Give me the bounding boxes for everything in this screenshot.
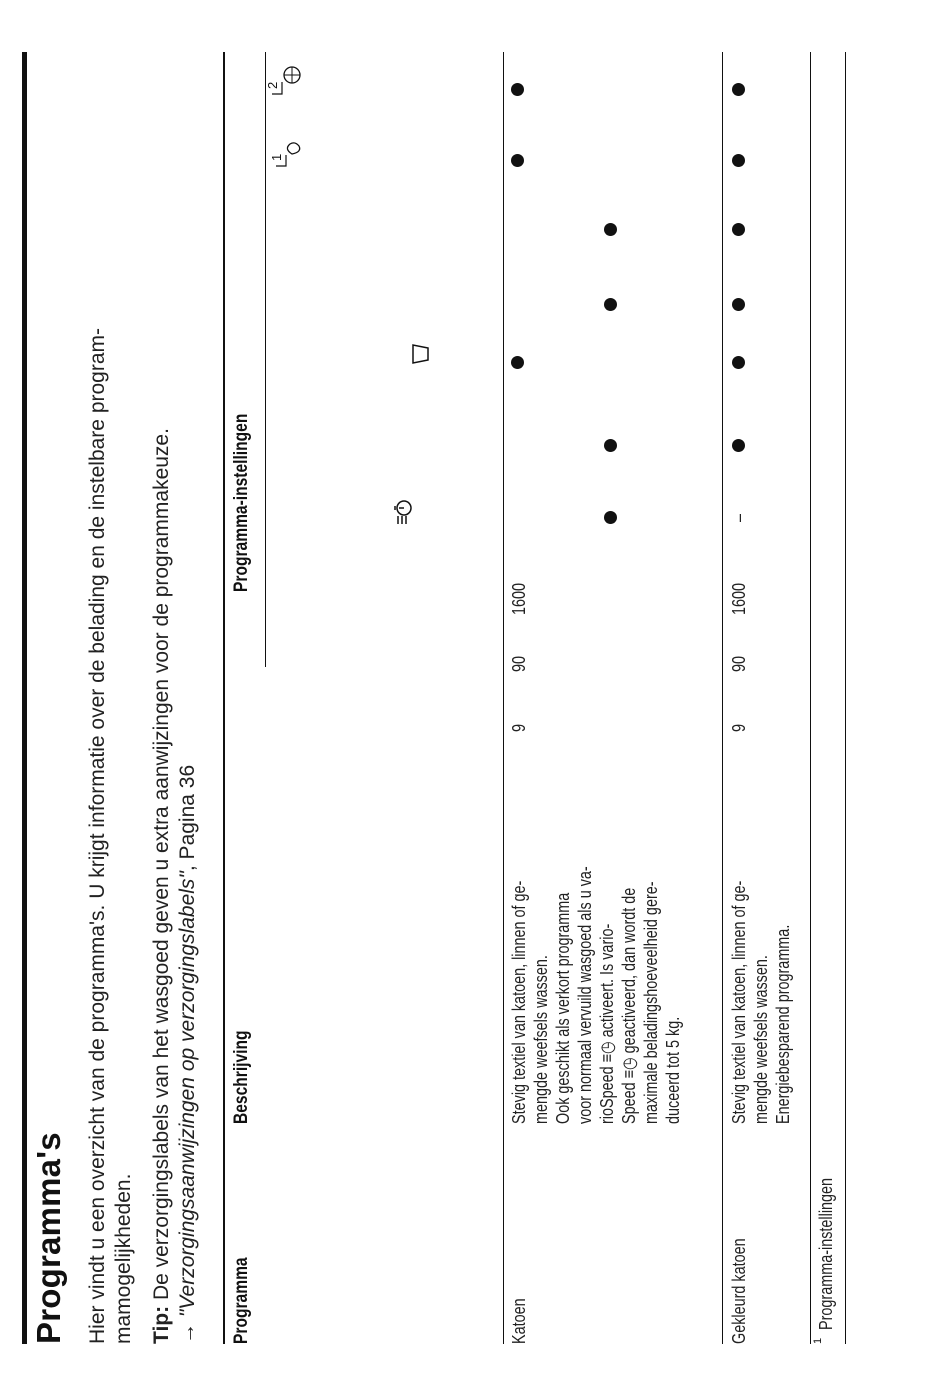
row-katoen-description: Stevig textiel van katoen, linnen of ge- mengde weefsels wassen. Ook geschikt als verkort programma voor normaal vervuild wasgoed als u va- rioSpeed ≡◷ activeert. Is vario- Speed ≡◷ geactiveerd, dan wordt de maximale beladingshoeveelheid gere- duceerd tot 5 kg.: [509, 866, 683, 1124]
intro-line-1: Hier vindt u een overzicht van de programma's. U krijgt informatie over de belading en de instelbare program-: [86, 327, 109, 1344]
row-gekleurd-dot-5: [732, 223, 745, 236]
col-header-programma: Programma: [231, 1257, 252, 1344]
tip-label: Tip:: [150, 1305, 173, 1344]
intro-line-2: mamogelijkheden.: [112, 1173, 135, 1344]
row-gekleurd-dot-4: [732, 298, 745, 311]
prewash-icon: [410, 343, 435, 365]
row-gekleurd-spin: 1600: [729, 582, 749, 615]
svg-text:1: 1: [269, 153, 284, 161]
row-gekleurd-programma: Gekleurd katoen: [729, 1238, 749, 1344]
row-katoen-dot-4: [604, 298, 617, 311]
row-rule-1: [503, 52, 504, 1344]
tip-line-2: [176, 765, 200, 1344]
table-bottom-rule: [845, 52, 846, 1344]
row-katoen-programma: Katoen: [509, 1298, 529, 1344]
row-gekleurd-dot-6: [732, 154, 745, 167]
title-bar: [22, 52, 27, 1344]
row-katoen-dot-2: [604, 439, 617, 452]
row-katoen-spin: 1600: [509, 582, 529, 615]
footnote-text: Programma-instellingen: [816, 1177, 836, 1330]
extra-rinse-icon: [268, 137, 307, 167]
row-gekleurd-description: Stevig textiel van katoen, linnen of ge- mengde weefsels wassen. Energiebesparend programma.: [729, 880, 793, 1124]
less-ironing-icon: [264, 55, 307, 95]
care-label-link[interactable]: "Verzorgingsaanwijzingen op verzorgingslabels": [176, 871, 199, 1318]
svg-text:2: 2: [265, 81, 280, 89]
row-rule-2: [722, 52, 723, 1344]
row-gekleurd-dot-7: [732, 83, 745, 96]
col-header-instellingen: Programma-instellingen: [231, 413, 252, 592]
row-gekleurd-dot-2: [732, 439, 745, 452]
row-gekleurd-variospeed-dash: –: [729, 513, 749, 522]
settings-header-rule: [265, 52, 266, 667]
tip-page: , Pagina 36: [176, 764, 199, 872]
row-katoen-dot-5: [604, 223, 617, 236]
row-katoen-dot-6: [511, 154, 524, 167]
row-gekleurd-kg: 9: [729, 723, 749, 732]
row-katoen-dot-7: [511, 83, 524, 96]
variospeed-icon: [392, 498, 420, 524]
arrow-icon: →: [176, 1317, 199, 1344]
row-katoen-temp: 90: [509, 655, 529, 672]
tip-line-1: [150, 428, 174, 1344]
row-gekleurd-dot-3: [732, 356, 745, 369]
page-title: Programma's: [30, 1132, 67, 1344]
footnote-rule: [810, 52, 811, 1344]
row-katoen-variospeed-dot: [604, 511, 617, 524]
row-katoen-dot-3: [511, 356, 524, 369]
tip-text: De verzorgingslabels van het wasgoed geven u extra aanwijzingen voor de programmakeuze.: [150, 428, 173, 1306]
row-gekleurd-temp: 90: [729, 655, 749, 672]
footnote-marker: 1: [812, 1337, 824, 1344]
row-katoen-kg: 9: [509, 723, 529, 732]
table-top-rule: [223, 52, 225, 1344]
col-header-beschrijving: Beschrijving: [231, 1030, 252, 1124]
